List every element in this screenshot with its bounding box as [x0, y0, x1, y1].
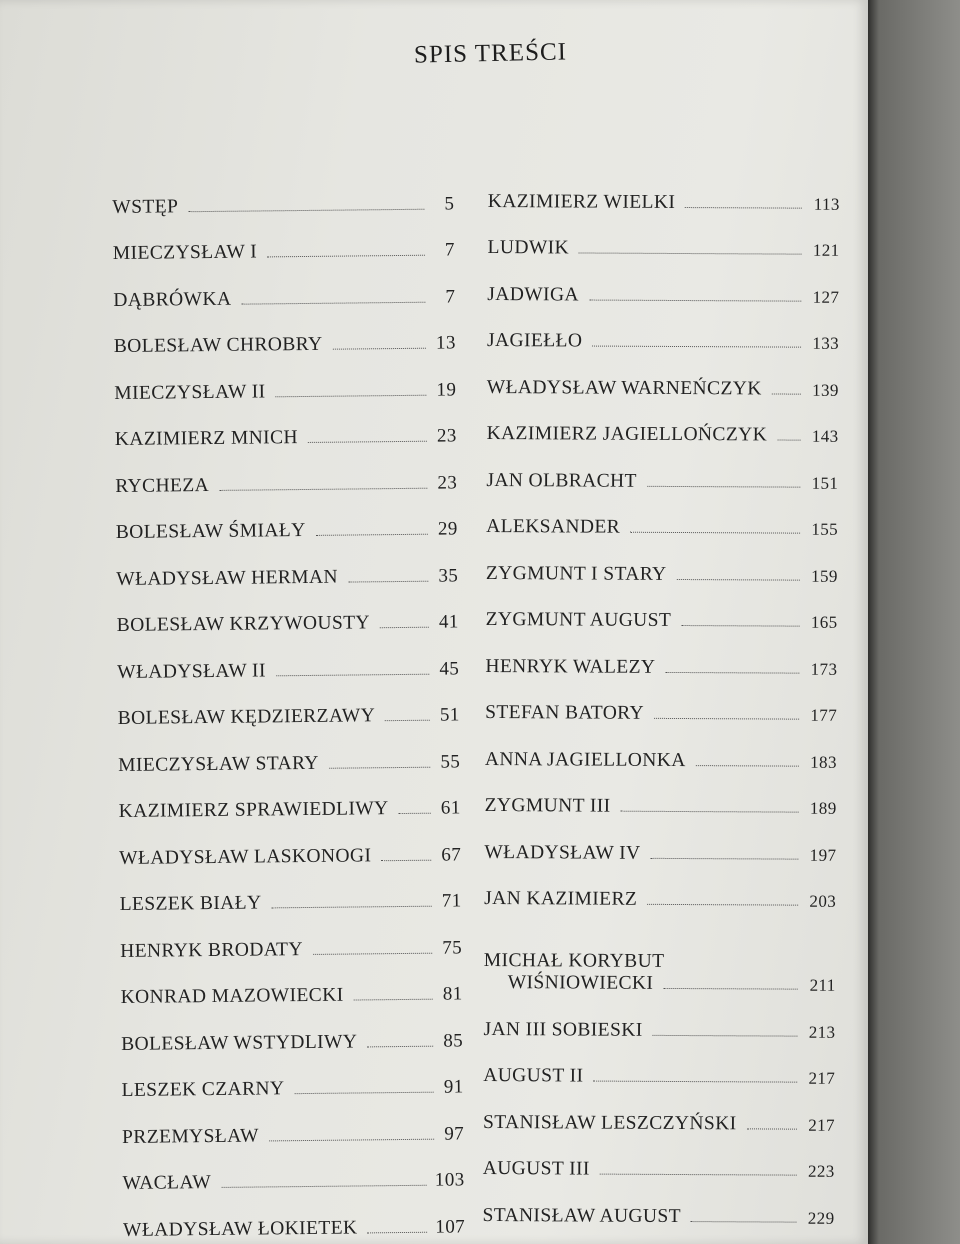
dot-leader [621, 811, 799, 813]
toc-entry-title: WŁADYSŁAW WARNEŃCZYK [486, 376, 762, 399]
dot-leader [272, 906, 432, 909]
toc-entry [119, 819, 461, 869]
toc-entry-title: KAZIMIERZ WIELKI [487, 190, 676, 213]
toc-entry [114, 401, 456, 451]
toc-entry-title: ZYGMUNT AUGUST [485, 608, 672, 631]
toc-entry [487, 259, 839, 307]
toc-entry-page: 223 [807, 1161, 835, 1181]
toc-entry-title: AUGUST II [483, 1064, 584, 1087]
toc-entry-page: 127 [812, 287, 840, 307]
toc-entry-page: 217 [808, 1068, 836, 1088]
toc-entry-title: ANNA JAGIELLONKA [484, 748, 686, 771]
toc-entry-page: 133 [812, 333, 840, 353]
dot-leader [241, 301, 425, 304]
toc-entry-title: RYCHEZA [115, 474, 210, 497]
dot-leader [691, 1221, 797, 1223]
toc-entry-page: 51 [439, 704, 460, 726]
toc-entry-title: BOLESŁAW CHROBRY [113, 333, 323, 357]
toc-entry-title: MIECZYSŁAW II [114, 380, 266, 404]
toc-entry-page: 217 [808, 1115, 836, 1135]
toc-entry-page: 81 [442, 983, 463, 1005]
toc-entry [486, 445, 838, 493]
toc-entry-page: 103 [434, 1169, 465, 1191]
toc-entry-page: 23 [437, 471, 458, 494]
toc-entry [117, 680, 459, 730]
toc-entry-page: 151 [811, 473, 839, 493]
dot-leader [696, 765, 799, 767]
toc-entry-title: BOLESŁAW KRZYWOUSTY [116, 612, 371, 636]
dot-leader [316, 534, 428, 536]
toc-entry [483, 1040, 835, 1088]
toc-entry-page: 107 [435, 1215, 466, 1238]
toc-entry-title: WSTĘP [112, 195, 179, 218]
dot-leader [777, 440, 800, 441]
page-title: SPIS TREŚCI [413, 38, 568, 69]
dot-leader [663, 988, 797, 990]
toc-entry [120, 912, 462, 962]
toc-entry-page: 85 [443, 1029, 464, 1052]
dot-leader [647, 485, 800, 487]
toc-entry [486, 491, 838, 539]
dot-leader [385, 720, 430, 721]
toc-entry-page: 61 [440, 797, 461, 819]
toc-entry-title: MIECZYSŁAW STARY [118, 752, 319, 776]
toc-entry-title: KAZIMIERZ MNICH [114, 427, 299, 450]
dot-leader [308, 441, 427, 443]
dot-leader [653, 1034, 798, 1036]
dot-leader [294, 1092, 433, 1094]
toc-entry-line-1 [484, 934, 836, 974]
toc-entry-title: BOLESŁAW WSTYDLIWY [121, 1030, 358, 1055]
toc-entry-page: 19 [436, 378, 457, 401]
toc-entry-page: 183 [810, 752, 837, 772]
dot-leader [333, 348, 426, 350]
toc-entry-title: JAN III SOBIESKI [483, 1018, 643, 1041]
toc-entry-title: STANISŁAW AUGUST [482, 1204, 682, 1227]
toc-entry-page: 121 [812, 240, 840, 260]
toc-entry [483, 994, 835, 1042]
toc-entry-title: WŁADYSŁAW HERMAN [116, 566, 339, 590]
toc-entry [113, 261, 455, 311]
toc-entry-page: 203 [809, 891, 837, 911]
toc-entry [488, 212, 840, 260]
toc-entry-title: WACŁAW [122, 1172, 212, 1194]
toc-entry-title: JADWIGA [487, 283, 580, 305]
toc-entry-page: 143 [811, 426, 839, 446]
dot-leader [367, 1231, 427, 1233]
dot-leader [221, 1185, 427, 1188]
toc-entry [488, 166, 840, 214]
toc-entry-page: 5 [444, 192, 455, 215]
dot-leader [380, 627, 429, 629]
toc-entry-page: 159 [811, 566, 838, 586]
toc-entry [118, 726, 460, 776]
toc-entry-page: 7 [445, 285, 456, 308]
toc-entry [119, 866, 461, 916]
toc-entry [122, 1098, 464, 1148]
toc-entry-title: LESZEK BIAŁY [119, 892, 262, 915]
toc-entry-page: 189 [809, 798, 837, 818]
toc-entry-page: 213 [808, 1022, 836, 1042]
toc-entry [487, 352, 839, 400]
toc-entry [484, 863, 836, 911]
toc-entry-page: 13 [435, 332, 456, 354]
toc-entry [118, 773, 460, 823]
toc-entry-page: 23 [436, 425, 457, 447]
dot-leader [589, 299, 801, 301]
toc-entry-title: PRZEMYSŁAW [121, 1125, 259, 1148]
dot-leader [329, 766, 430, 768]
toc-entry-title: ZYGMUNT III [484, 794, 611, 817]
toc-entry [483, 1133, 835, 1181]
dot-leader [600, 1174, 797, 1176]
dot-leader [219, 487, 427, 490]
dot-leader [772, 393, 801, 394]
dot-leader [188, 208, 424, 211]
toc-entry [123, 1191, 465, 1241]
toc-entry [484, 910, 836, 996]
toc-entry [116, 587, 458, 637]
toc-entry-title: STANISŁAW LESZCZYŃSKI [482, 1111, 737, 1134]
toc-entry-page: 91 [443, 1076, 464, 1098]
toc-entry-title: WŁADYSŁAW LASKONOGI [119, 844, 372, 869]
toc-entry-page: 165 [810, 612, 838, 632]
dot-leader [267, 255, 425, 258]
toc-entry-page: 155 [811, 519, 839, 539]
toc-entry [116, 540, 458, 590]
toc-entry-page: 197 [809, 845, 837, 865]
toc-left-column [112, 168, 465, 1241]
toc-entry-page: 173 [810, 659, 838, 679]
dot-leader [313, 952, 432, 954]
dot-leader [651, 857, 799, 859]
toc-entry-title: KONRAD MAZOWIECKI [120, 984, 344, 1008]
dot-leader [348, 580, 428, 582]
toc-entry-title: JAN OLBRACHT [486, 469, 637, 492]
dot-leader [367, 1045, 433, 1047]
toc-entry [486, 538, 838, 586]
toc-entry [122, 1145, 464, 1195]
toc-entry-title: STEFAN BATORY [485, 701, 645, 724]
toc-entry-page: 55 [440, 750, 461, 773]
toc-entry-title: JAGIEŁŁO [487, 329, 583, 352]
dot-leader [275, 394, 426, 397]
toc-entry-title: KAZIMIERZ JAGIELLOŃCZYK [486, 422, 768, 446]
toc-entry [483, 1087, 835, 1135]
toc-entry [482, 1180, 834, 1228]
dot-leader [399, 813, 431, 814]
toc-entry-title: WŁADYSŁAW ŁOKIETEK [122, 1216, 358, 1241]
toc-entry [115, 447, 457, 497]
toc-entry [112, 215, 454, 265]
book-spine-edge [868, 0, 960, 1244]
toc-entry-title: LESZEK CZARNY [121, 1078, 285, 1101]
toc-entry-page: 67 [441, 843, 462, 866]
dot-leader [592, 346, 801, 348]
toc-entry-page: 229 [807, 1208, 835, 1228]
toc-entry-page: 177 [810, 705, 838, 725]
dot-leader [276, 673, 429, 676]
toc-entry [485, 631, 837, 679]
dot-leader [579, 252, 802, 254]
toc-entry-title: WŁADYSŁAW II [117, 659, 266, 683]
toc-entry [487, 398, 839, 446]
toc-entry-page: 71 [441, 890, 462, 912]
toc-entry-title: MICHAŁ KORYBUT [483, 949, 665, 972]
toc-entry-title: JAN KAZIMIERZ [484, 887, 638, 910]
toc-entry-title: ALEKSANDER [486, 515, 621, 538]
toc-entry-title: LUDWIK [487, 236, 570, 259]
toc-entry [120, 959, 462, 1009]
toc-entry-title-continued: WIŚNIOWIECKI [507, 972, 654, 994]
toc-entry [485, 677, 837, 725]
toc-entry-title: KAZIMIERZ SPRAWIEDLIWY [118, 798, 389, 822]
toc-entry-title: HENRYK WALEZY [485, 655, 656, 678]
toc-entry [485, 770, 837, 818]
toc-entry [487, 305, 839, 353]
toc-entry-title: DĄBRÓWKA [113, 288, 232, 311]
dot-leader [593, 1081, 797, 1083]
toc-entry-title: MIECZYSŁAW I [112, 241, 258, 264]
toc-entry-title: HENRYK BRODATY [120, 938, 304, 962]
toc-entry [115, 494, 457, 544]
toc-entry [114, 354, 456, 404]
dot-leader [685, 207, 802, 209]
toc-entry [121, 1005, 463, 1055]
toc-entry-page: 41 [438, 611, 459, 633]
toc-entry-page: 97 [444, 1122, 465, 1145]
toc-entry-title: ZYGMUNT I STARY [485, 562, 667, 585]
dot-leader [677, 578, 800, 580]
dot-leader [665, 671, 799, 673]
toc-right-column [482, 166, 840, 1228]
toc-entry [117, 633, 459, 683]
dot-leader [354, 999, 433, 1001]
toc-entry-page: 75 [442, 936, 463, 959]
toc-entry [486, 584, 838, 632]
toc-entry-title: BOLESŁAW ŚMIAŁY [115, 519, 306, 543]
dot-leader [630, 532, 800, 534]
dot-leader [681, 625, 799, 627]
toc-entry-page: 113 [813, 194, 840, 214]
toc-entry-page: 139 [812, 380, 839, 400]
dot-leader [654, 718, 799, 720]
toc-entry-page: 45 [439, 657, 460, 680]
dot-leader [269, 1138, 434, 1141]
toc-entry [485, 724, 837, 772]
toc-entry-page: 211 [809, 975, 836, 995]
toc-entry [484, 817, 836, 865]
dot-leader [381, 859, 431, 861]
toc-entry [121, 1052, 463, 1102]
toc-entry-title: WŁADYSŁAW IV [484, 841, 641, 864]
dot-leader [647, 904, 798, 906]
toc-entry-page: 29 [437, 518, 458, 540]
toc-entry [113, 308, 455, 358]
toc-entry-title: BOLESŁAW KĘDZIERZAWY [117, 705, 376, 729]
toc-entry-line-2 [484, 972, 836, 996]
toc-entry-title: AUGUST III [482, 1157, 590, 1180]
toc-entry-page: 7 [444, 239, 455, 261]
toc-entry [112, 168, 454, 218]
toc-entry-page: 35 [438, 564, 459, 587]
dot-leader [747, 1128, 797, 1129]
